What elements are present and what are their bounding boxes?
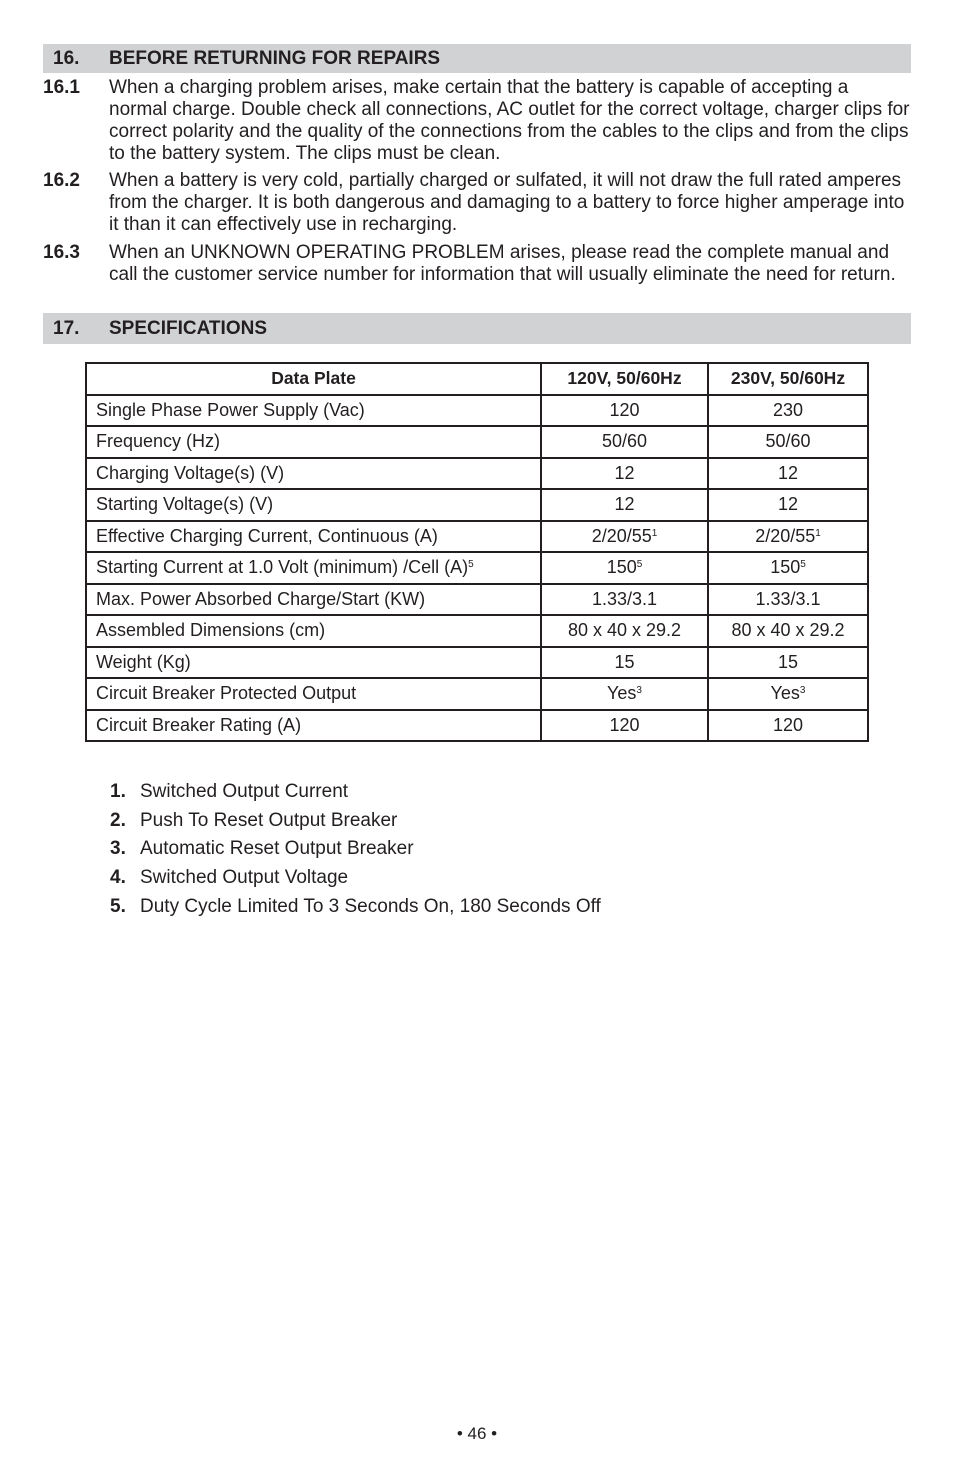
header-data-plate: Data Plate [86, 363, 541, 395]
note-text: Switched Output Current [140, 781, 349, 802]
table-row [86, 458, 868, 490]
footnote-ref: 5 [800, 559, 806, 571]
row-value-230v: Yes$^3$ [708, 678, 868, 710]
list-item [110, 810, 601, 839]
row-value-230v: 12 [708, 489, 868, 521]
table-row [86, 647, 868, 679]
row-value-230v: 1.33/3.1 [708, 584, 868, 616]
row-value-230v: 12 [708, 458, 868, 490]
row-value-120v: $150^5$ [541, 552, 708, 584]
footnote-ref: 3 [799, 685, 806, 697]
footnote-ref: 5 [636, 559, 643, 571]
row-label: Circuit Breaker Rating (A) [86, 710, 541, 742]
table-row [86, 615, 868, 647]
row-value-230v: 50/60 [708, 426, 868, 458]
table-row [86, 395, 868, 427]
note-number: 4. [110, 867, 126, 889]
footnote-ref: 3 [636, 685, 642, 697]
row-value-230v: 230 [708, 395, 868, 427]
list-item [110, 896, 601, 925]
row-value-120v: 15 [541, 647, 708, 679]
row-label: Assembled Dimensions (cm) [86, 615, 541, 647]
row-label: Charging Voltage(s) (V) [86, 458, 541, 490]
table-row [86, 521, 868, 553]
footnotes-list [110, 781, 601, 924]
paragraph-16-1 [43, 77, 911, 165]
note-text: Push To Reset Output Breaker [140, 809, 398, 831]
section-17-title: SPECIFICATIONS [109, 317, 267, 339]
paragraph-16-2 [43, 170, 911, 236]
page-number: • 46 • [456, 1424, 498, 1443]
section-17-header [43, 313, 911, 344]
note-text: Duty Cycle Limited To 3 Seconds On, 180 Seconds Off [140, 895, 601, 917]
row-label: Starting Current at 1.0 Volt (minimum) /Cell $(A)^5$ [86, 552, 541, 584]
list-item [110, 838, 601, 867]
footnote-ref: 1 [815, 527, 821, 539]
row-label: Weight (Kg) [86, 647, 541, 679]
note-text: Switched Output Voltage [140, 867, 349, 889]
note-text: Automatic Reset Output Breaker [140, 838, 414, 860]
row-value-120v: 12 [541, 458, 708, 490]
note-number: 1. [110, 781, 126, 802]
header-230v: 230V, 50/60Hz [708, 363, 868, 395]
row-label: Single Phase Power Supply (Vac) [86, 395, 541, 427]
table-row [86, 710, 868, 742]
note-number: 2. [110, 809, 126, 831]
row-value-120v: 120 [541, 710, 708, 742]
row-value-230v: $2/20/55^1$ [708, 521, 868, 553]
table-row [86, 678, 868, 710]
footnote-ref: 1 [651, 527, 658, 539]
row-value-230v: 120 [708, 710, 868, 742]
section-16-number: 16. [53, 47, 80, 69]
list-item [110, 781, 601, 810]
table-row [86, 489, 868, 521]
row-value-120v: 120 [541, 395, 708, 427]
row-label: Circuit Breaker Protected Output [86, 678, 541, 710]
row-label: Frequency (Hz) [86, 426, 541, 458]
paragraph-text: When a battery is very cold, partially charged or sulfated, it will not draw the full rated amperes from the charger. It is both dangerous and damaging to a battery to force higher amperage into it than it can effectively use in recharging. [109, 170, 905, 235]
paragraph-number: 16.2 [43, 170, 80, 191]
row-value-120v: 50/60 [541, 426, 708, 458]
table-header-row [86, 363, 868, 395]
footnote-ref: 5 [468, 559, 474, 571]
row-value-230v: $150^5$ [708, 552, 868, 584]
paragraph-16-3 [43, 242, 911, 286]
note-number: 3. [110, 838, 126, 860]
row-value-120v: Yes$^3$ [541, 678, 708, 710]
list-item [110, 867, 601, 896]
paragraph-number: 16.3 [43, 242, 80, 263]
table-row [86, 426, 868, 458]
note-number: 5. [110, 895, 126, 917]
row-value-120v: 12 [541, 489, 708, 521]
paragraph-text: When a charging problem arises, make certain that the battery is capable of accepting a normal charge. Double check all connections, AC outlet for the correct voltage, charger clips for correct polarity and the quality of the connections from the cables to the clips and from the clips to the battery system. The clips must be clean. [109, 77, 910, 164]
row-value-120v: 1.33/3.1 [541, 584, 708, 616]
section-16-title: BEFORE RETURNING FOR REPAIRS [109, 47, 441, 69]
row-value-120v: $2/20/55^1$ [541, 521, 708, 553]
row-label: Starting Voltage(s) (V) [86, 489, 541, 521]
specifications-table [85, 362, 869, 742]
section-16-header [43, 44, 911, 73]
row-label: Effective Charging Current, Continuous (A) [86, 521, 541, 553]
row-label: Max. Power Absorbed Charge/Start (KW) [86, 584, 541, 616]
row-value-230v: 15 [708, 647, 868, 679]
paragraph-number: 16.1 [43, 77, 80, 98]
header-120v: 120V, 50/60Hz [541, 363, 708, 395]
row-value-120v: 80 x 40 x 29.2 [541, 615, 708, 647]
table-row [86, 584, 868, 616]
section-17-number: 17. [53, 317, 80, 339]
row-value-230v: 80 x 40 x 29.2 [708, 615, 868, 647]
table-row [86, 552, 868, 584]
paragraph-text: When an UNKNOWN OPERATING PROBLEM arises, please read the complete manual and call the customer service number for information that will usually eliminate the need for return. [109, 242, 896, 285]
